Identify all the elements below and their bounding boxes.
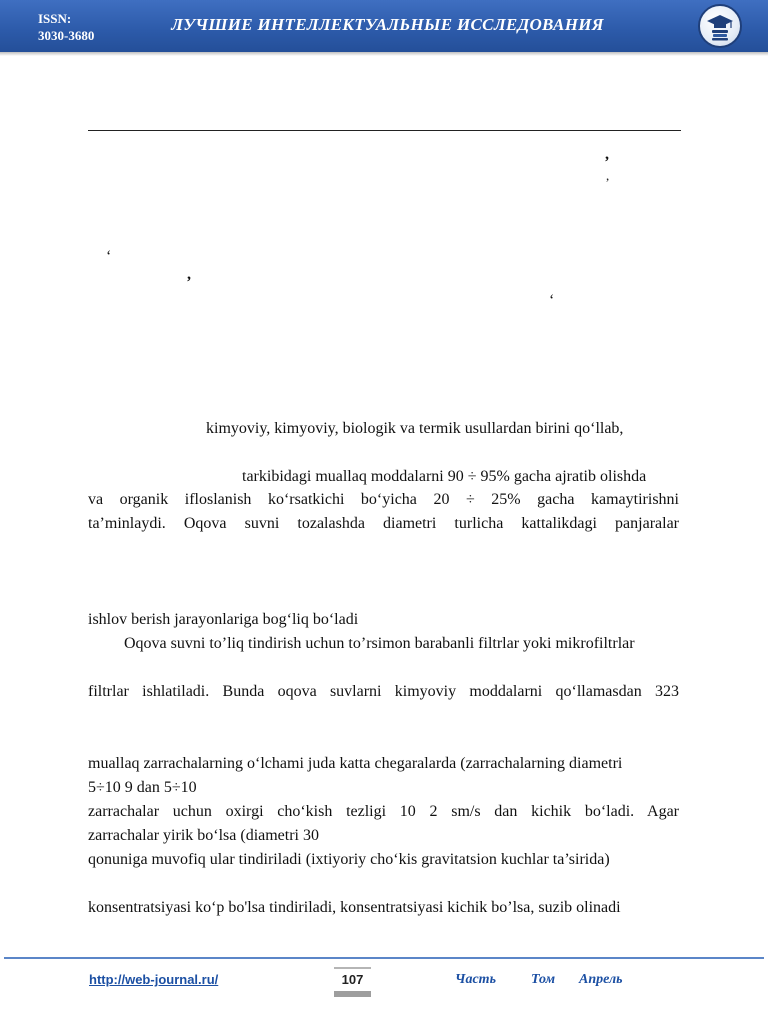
punctuation-mark: ‘ <box>549 292 555 309</box>
body-text-line: va organik ifloslanish ko‘rsatkichi bo‘yicha 20 ÷ 25% gacha kamaytirishni <box>88 491 679 508</box>
header-shadow <box>0 52 768 56</box>
section-rule <box>88 130 681 131</box>
body-text-line: kimyoviy, kimyoviy, biologik va termik usullardan birini qo‘llab, <box>206 420 624 437</box>
body-text-line: filtrlar ishlatiladi. Bunda oqova suvlarni kimyoviy moddalarni qo‘llamasdan 323 <box>88 683 679 700</box>
page-number-bottom-bar <box>334 991 371 997</box>
punctuation-mark: ‘ <box>106 248 112 265</box>
punctuation-mark: , <box>187 266 191 283</box>
journal-website-link[interactable]: http://web-journal.ru/ <box>89 972 219 987</box>
body-text-line: Oqova suvni to’liq tindirish uchun to’rsimon barabanli filtrlar yoki mikrofiltrlar <box>124 635 635 652</box>
page-number-top-bar <box>334 967 371 969</box>
body-text-line: muallaq zarrachalarning o‘lchami juda katta chegaralarda (zarrachalarning diametri <box>88 755 623 772</box>
body-text-line: 5÷10 9 dan 5÷10 <box>88 779 197 796</box>
issn-number: 3030-3680 <box>38 28 95 43</box>
issn-block <box>38 10 94 44</box>
footer-rule <box>4 957 764 959</box>
body-text-line: ishlov berish jarayonlariga bog‘liq bo‘ladi <box>88 611 359 628</box>
body-text-line: qonuniga muvofiq ular tindiriladi (ixtiyoriy cho‘kis gravitatsion kuchlar ta’sirida) <box>88 851 610 868</box>
footer-part-label: Часть <box>455 972 496 987</box>
footer-volume-label: Том <box>531 972 556 987</box>
page-number-box <box>334 967 371 997</box>
issn-label: ISSN: <box>38 11 72 26</box>
body-text-line: ta’minlaydi. Oqova suvni tozalashda diametri turlicha kattalikdagi panjaralar <box>88 515 679 532</box>
punctuation-mark: , <box>605 146 609 163</box>
journal-title: ЛУЧШИЕ ИНТЕЛЛЕКТУАЛЬНЫЕ ИССЛЕДОВАНИЯ <box>171 15 604 34</box>
page-number: 107 <box>341 972 364 987</box>
body-text-line: zarrachalar yirik bo‘lsa (diametri 30 <box>88 827 319 844</box>
body-text-line: zarrachalar uchun oxirgi cho‘kish tezligi 10 2 sm/s dan kichik bo‘ladi. Agar <box>88 803 679 820</box>
body-text-line: tarkibidagi muallaq moddalarni 90 ÷ 95% gacha ajratib olishda <box>242 468 647 485</box>
footer-month-label: Апрель <box>579 972 623 987</box>
body-text-line: konsentratsiyasi ko‘p bo'lsa tindiriladi, konsentratsiyasi kichik bo’lsa, suzib olinadi <box>88 899 621 916</box>
graduation-cap-books-icon <box>698 4 742 48</box>
punctuation-mark: , <box>606 168 610 183</box>
